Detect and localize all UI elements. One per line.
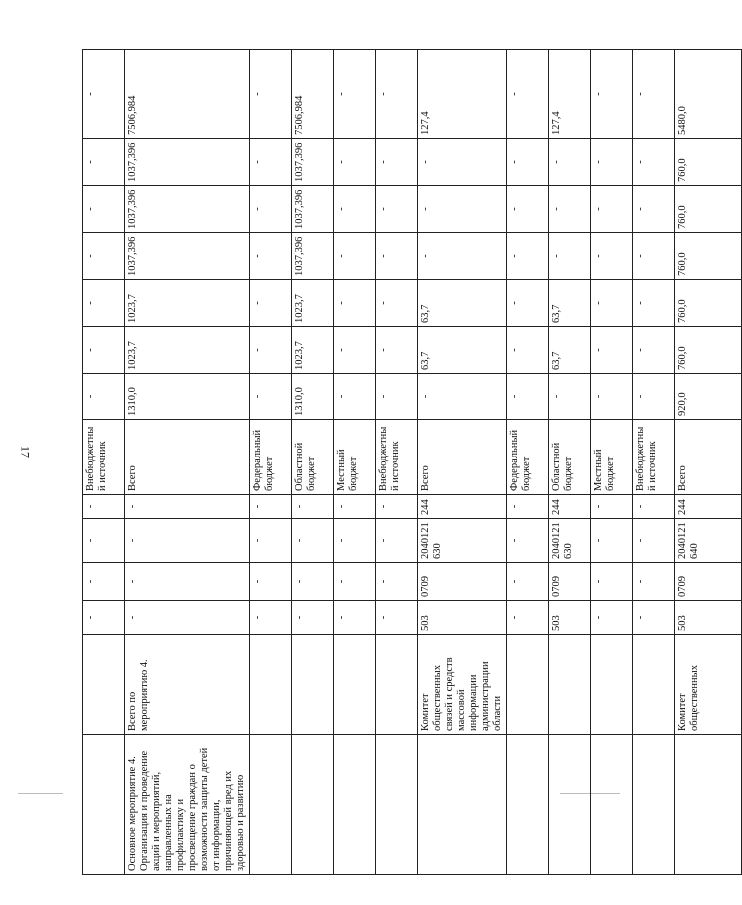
table-cell: 1023,7 xyxy=(125,280,250,327)
table-cell: 63,7 xyxy=(418,327,507,374)
table-cell xyxy=(633,735,675,875)
table-cell: - xyxy=(549,186,591,233)
table-row xyxy=(418,50,507,875)
table-cell: 63,7 xyxy=(549,280,591,327)
table-cell: Областной бюджет xyxy=(549,420,591,495)
table-cell: 503 xyxy=(549,601,591,635)
table-cell: Областной бюджет xyxy=(292,420,334,495)
table-cell: - xyxy=(83,139,125,186)
table-cell: - xyxy=(376,327,418,374)
table-cell: Внебюджетный источник xyxy=(633,420,675,495)
table-cell: 63,7 xyxy=(549,327,591,374)
table-cell xyxy=(549,635,591,735)
table-cell: - xyxy=(376,495,418,519)
table-cell: - xyxy=(418,186,507,233)
table-cell: - xyxy=(376,519,418,563)
table-row xyxy=(334,50,376,875)
table-cell: - xyxy=(83,327,125,374)
table-cell: Комитет общественных xyxy=(675,635,742,735)
table-cell: 244 xyxy=(675,495,742,519)
table-cell: Внебюджетный источник xyxy=(83,420,125,495)
table-cell: - xyxy=(250,327,292,374)
table-cell: - xyxy=(507,495,549,519)
table-cell: - xyxy=(633,50,675,139)
table-cell: Местный бюджет xyxy=(591,420,633,495)
table-cell: 244 xyxy=(549,495,591,519)
table-cell: - xyxy=(591,563,633,601)
table-cell: - xyxy=(633,601,675,635)
table-cell: 7506,984 xyxy=(125,50,250,139)
table-cell: 760,0 xyxy=(675,139,742,186)
table-cell: Всего xyxy=(675,420,742,495)
table-cell xyxy=(633,635,675,735)
table-cell: - xyxy=(507,374,549,420)
table-cell: 2040121630 xyxy=(418,519,507,563)
table-cell: - xyxy=(125,495,250,519)
scan-artifact-line xyxy=(18,793,63,794)
table-cell: Федеральный бюджет xyxy=(250,420,292,495)
table-cell xyxy=(292,735,334,875)
table-row xyxy=(376,50,418,875)
table-cell: - xyxy=(334,563,376,601)
table-cell: - xyxy=(334,186,376,233)
table-cell: - xyxy=(633,495,675,519)
table-cell: 503 xyxy=(418,601,507,635)
table-cell: - xyxy=(250,280,292,327)
table-cell: 760,0 xyxy=(675,327,742,374)
table-cell xyxy=(334,735,376,875)
table-cell: - xyxy=(418,374,507,420)
table-cell xyxy=(83,635,125,735)
table-cell: - xyxy=(507,139,549,186)
table-cell: 760,0 xyxy=(675,186,742,233)
table-cell: - xyxy=(83,374,125,420)
budget-table-rotated xyxy=(82,50,700,875)
table-row xyxy=(292,50,334,875)
table-cell: - xyxy=(507,327,549,374)
table-cell: - xyxy=(334,601,376,635)
table-cell: - xyxy=(250,495,292,519)
table-cell: 63,7 xyxy=(418,280,507,327)
table-cell: Внебюджетный источник xyxy=(376,420,418,495)
table-cell: Всего по мероприятию 4. xyxy=(125,635,250,735)
table-cell: 1310,0 xyxy=(292,374,334,420)
table-cell: - xyxy=(250,50,292,139)
table-cell: - xyxy=(125,601,250,635)
table-cell: 503 xyxy=(675,601,742,635)
table-cell: - xyxy=(591,374,633,420)
table-cell: 1037,396 xyxy=(125,233,250,280)
table-cell xyxy=(507,735,549,875)
table-cell: - xyxy=(83,563,125,601)
table-cell: 760,0 xyxy=(675,233,742,280)
table-cell: - xyxy=(507,601,549,635)
table-row xyxy=(549,50,591,875)
table-cell: - xyxy=(376,139,418,186)
table-cell: - xyxy=(376,233,418,280)
table-cell: - xyxy=(292,519,334,563)
table-cell: Всего xyxy=(125,420,250,495)
table-cell: - xyxy=(125,563,250,601)
table-cell xyxy=(292,635,334,735)
table-cell xyxy=(591,635,633,735)
table-cell: - xyxy=(549,233,591,280)
table-cell: - xyxy=(633,233,675,280)
table-cell: - xyxy=(125,519,250,563)
table-cell xyxy=(83,735,125,875)
table-cell: - xyxy=(250,186,292,233)
table-cell: - xyxy=(633,327,675,374)
table-cell: - xyxy=(376,374,418,420)
table-cell: - xyxy=(334,495,376,519)
table-cell: 7506,984 xyxy=(292,50,334,139)
table-cell: - xyxy=(376,563,418,601)
table-cell xyxy=(376,735,418,875)
table-cell: 1310,0 xyxy=(125,374,250,420)
table-cell xyxy=(549,735,591,875)
table-cell: - xyxy=(250,519,292,563)
table-cell: - xyxy=(507,280,549,327)
table-cell: Федеральный бюджет xyxy=(507,420,549,495)
table-cell: - xyxy=(292,495,334,519)
table-cell: - xyxy=(591,601,633,635)
table-cell xyxy=(591,735,633,875)
table-cell: - xyxy=(633,519,675,563)
table-row xyxy=(83,50,125,875)
table-cell: 1023,7 xyxy=(292,327,334,374)
table-cell: 1037,396 xyxy=(292,139,334,186)
table-cell: 0709 xyxy=(675,563,742,601)
table-row xyxy=(591,50,633,875)
table-cell: - xyxy=(376,186,418,233)
table-cell: - xyxy=(376,280,418,327)
table-cell: - xyxy=(591,50,633,139)
table-cell: - xyxy=(591,327,633,374)
table-cell xyxy=(376,635,418,735)
table-row xyxy=(507,50,549,875)
table-cell: - xyxy=(334,50,376,139)
table-cell: - xyxy=(633,186,675,233)
table-cell: - xyxy=(507,50,549,139)
table-cell: - xyxy=(507,563,549,601)
table-cell: - xyxy=(334,233,376,280)
table-cell: 2040121640 xyxy=(675,519,742,563)
table-cell xyxy=(250,735,292,875)
table-cell: 0709 xyxy=(418,563,507,601)
table-cell xyxy=(334,635,376,735)
table-cell xyxy=(250,635,292,735)
table-cell: 1037,396 xyxy=(292,233,334,280)
table-cell: - xyxy=(334,374,376,420)
table-cell: - xyxy=(549,374,591,420)
table-cell: - xyxy=(83,495,125,519)
table-cell: - xyxy=(334,139,376,186)
table-cell: 920,0 xyxy=(675,374,742,420)
table-cell: Местный бюджет xyxy=(334,420,376,495)
table-cell: 127,4 xyxy=(418,50,507,139)
table-cell: - xyxy=(418,139,507,186)
table-cell: 1023,7 xyxy=(292,280,334,327)
table-cell: - xyxy=(83,601,125,635)
table-cell: - xyxy=(591,495,633,519)
table-cell: - xyxy=(507,519,549,563)
table-cell: - xyxy=(591,139,633,186)
table-cell: - xyxy=(633,280,675,327)
table-cell xyxy=(675,735,742,875)
table-cell: - xyxy=(250,374,292,420)
table-cell: - xyxy=(250,563,292,601)
table-cell: 0709 xyxy=(549,563,591,601)
table-cell: - xyxy=(83,233,125,280)
table-row xyxy=(633,50,675,875)
table-cell: - xyxy=(250,601,292,635)
table-cell: - xyxy=(376,601,418,635)
table-cell: - xyxy=(633,374,675,420)
table-cell: - xyxy=(591,519,633,563)
table-cell: 1037,396 xyxy=(125,186,250,233)
table-cell: 1023,7 xyxy=(125,327,250,374)
table-cell: 5480,0 xyxy=(675,50,742,139)
table-cell: 1037,396 xyxy=(125,139,250,186)
table-cell: Комитет общественных связей и средств массовой информации администрации области xyxy=(418,635,507,735)
table-cell: - xyxy=(83,519,125,563)
table-cell: - xyxy=(507,186,549,233)
table-cell: - xyxy=(83,50,125,139)
table-cell: 760,0 xyxy=(675,280,742,327)
table-cell: 244 xyxy=(418,495,507,519)
table-cell: Всего xyxy=(418,420,507,495)
table-row xyxy=(125,50,250,875)
table-cell: - xyxy=(591,233,633,280)
table-cell: - xyxy=(418,233,507,280)
table-cell: - xyxy=(83,186,125,233)
table-cell: - xyxy=(591,280,633,327)
table-cell: - xyxy=(334,327,376,374)
table-cell: - xyxy=(250,139,292,186)
table-cell: - xyxy=(292,563,334,601)
page-number: 17 xyxy=(18,446,33,458)
table-cell: - xyxy=(633,139,675,186)
table-cell: - xyxy=(334,280,376,327)
table-cell: 2040121630 xyxy=(549,519,591,563)
table-cell xyxy=(507,635,549,735)
table-row xyxy=(250,50,292,875)
table-cell: - xyxy=(83,280,125,327)
table-cell: - xyxy=(633,563,675,601)
table-cell: 127,4 xyxy=(549,50,591,139)
table-cell: - xyxy=(292,601,334,635)
table-cell: - xyxy=(591,186,633,233)
table-cell: - xyxy=(507,233,549,280)
table-cell: - xyxy=(376,50,418,139)
table-cell: - xyxy=(334,519,376,563)
table-cell: 1037,396 xyxy=(292,186,334,233)
budget-table xyxy=(82,49,742,875)
table-row xyxy=(675,50,742,875)
table-cell xyxy=(418,735,507,875)
table-cell: - xyxy=(250,233,292,280)
table-cell: - xyxy=(549,139,591,186)
table-cell: Основное мероприятие 4. Организация и проведение акций и мероприятий, направленных на профилактику и просвещение граждан о возможности защиты детей от информации, причиняющей вред их здоровью и развитию xyxy=(125,735,250,875)
